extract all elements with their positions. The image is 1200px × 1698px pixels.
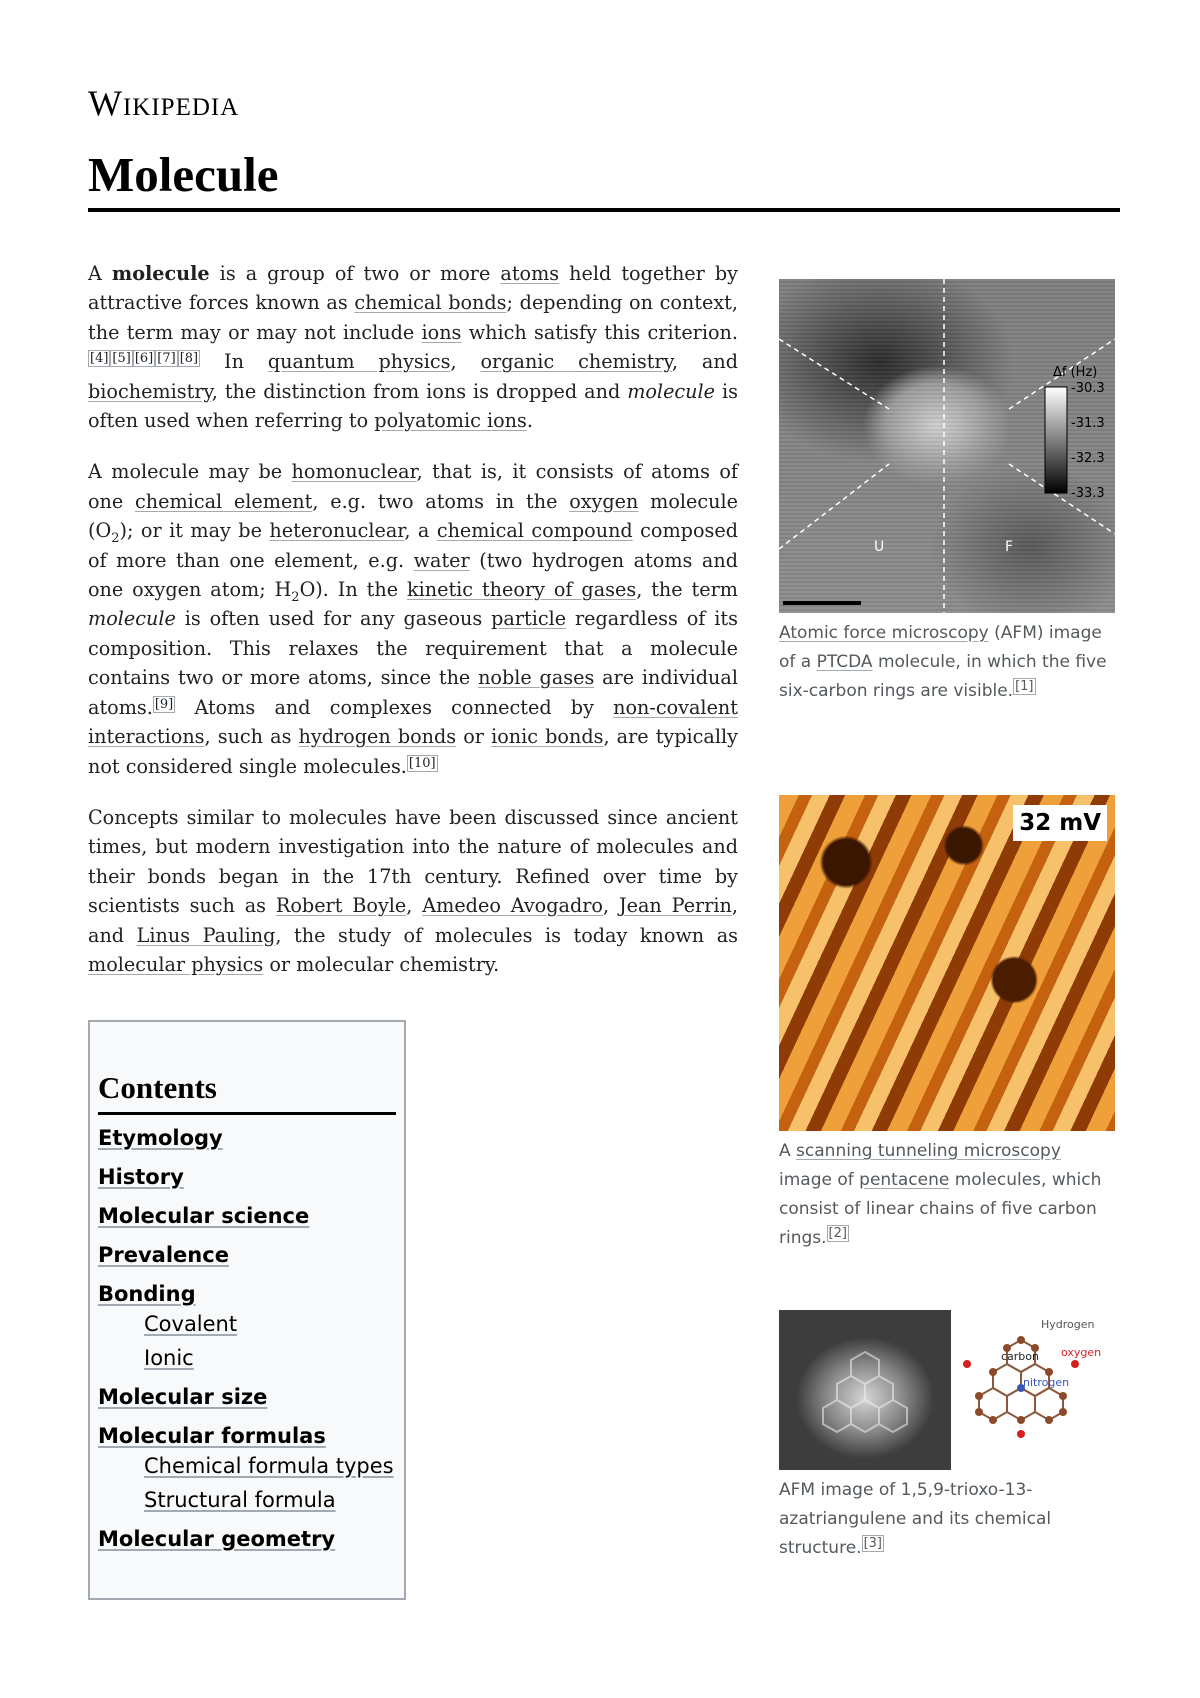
text-run: or	[456, 725, 492, 749]
text-run: A	[88, 262, 112, 285]
text-run: , the term	[636, 578, 738, 602]
text-run: composed of more than one element, e.g.	[88, 519, 738, 572]
link-water[interactable]: water	[413, 548, 470, 572]
legend-oxygen: oxygen	[1061, 1346, 1102, 1359]
page-title: Molecule	[88, 146, 1120, 212]
toc-subitem-covalent	[144, 1311, 396, 1337]
link-hydrogen-bonds[interactable]: hydrogen bonds	[298, 725, 457, 749]
toc-item-molecular-geometry	[98, 1526, 396, 1552]
ring-shape	[879, 1400, 907, 1432]
link-jean-perrin[interactable]: Jean Perrin	[618, 894, 732, 918]
link-atoms[interactable]: atoms	[500, 262, 560, 285]
paragraph-intro	[88, 259, 738, 435]
link-robert-boyle[interactable]: Robert Boyle	[275, 894, 407, 918]
text-run: ,	[450, 350, 481, 374]
text-run: AFM image of 1,5,9-trioxo-13-azatriangulene and its chemical structure.	[779, 1480, 1052, 1558]
text-run: , are typically not considered single molecules.	[88, 725, 738, 778]
colorbar-title: Δf (Hz)	[1053, 365, 1098, 380]
oxygen-atom	[1017, 1430, 1025, 1438]
citations	[862, 1535, 884, 1552]
toc-link[interactable]: Prevalence	[98, 1243, 229, 1267]
citation-10[interactable]: [10]	[408, 755, 436, 771]
text-run: , the distinction from ions is dropped and	[211, 379, 628, 403]
text-run: , a	[404, 519, 437, 543]
figure-caption	[779, 1137, 1115, 1253]
toc-link[interactable]: Molecular size	[98, 1385, 268, 1409]
citations	[88, 350, 200, 367]
colorbar-tick: -32.3	[1071, 451, 1105, 466]
toc-link[interactable]: Covalent	[144, 1312, 238, 1336]
text-run: molecule, in which the five six-carbon rings are visible.	[779, 652, 1107, 701]
bold-term: molecule	[111, 262, 210, 285]
link-noble-gases[interactable]: noble gases	[478, 666, 595, 690]
carbon-atom	[1017, 1336, 1025, 1344]
citations	[407, 755, 438, 772]
link-atomic-force-microscopy[interactable]: Atomic force microscopy	[779, 623, 989, 643]
bond-ring	[979, 1388, 1007, 1420]
afm-image	[779, 1310, 951, 1470]
link-chemical-compound[interactable]: chemical compound	[436, 519, 633, 543]
text-run: is a group of two or more	[209, 262, 501, 285]
legend-carbon: carbon	[1001, 1350, 1039, 1363]
text-run: , and	[88, 894, 739, 947]
oxygen-atom	[1071, 1360, 1079, 1368]
toc-subitem-ionic	[144, 1345, 396, 1371]
carbon-atom	[989, 1416, 997, 1424]
citation-8[interactable]: [8]	[179, 351, 199, 367]
toc-item-molecular-science	[98, 1203, 396, 1229]
stm-pentacene-image[interactable]	[779, 795, 1115, 1131]
text-run: , e.g. two atoms in the	[312, 489, 570, 513]
figure-caption	[779, 619, 1115, 706]
link-ionic-bonds[interactable]: ionic bonds	[491, 725, 604, 749]
toc-link[interactable]: History	[98, 1165, 184, 1189]
link-scanning-tunneling-microscopy[interactable]: scanning tunneling microscopy	[796, 1141, 1061, 1161]
text-run: ,	[602, 894, 619, 918]
toc-link[interactable]: Chemical formula types	[144, 1454, 394, 1478]
citation-3[interactable]: [3]	[863, 1536, 882, 1551]
figure-azatriangulene	[779, 1310, 1115, 1563]
toc-subitem-chemical-formula-types	[144, 1453, 396, 1479]
afm-overlay	[779, 279, 1115, 613]
text-run: held together by attractive forces known as	[88, 262, 738, 315]
carbon-atom	[989, 1368, 997, 1376]
toc-link[interactable]: Etymology	[98, 1126, 223, 1150]
text-run: , such as	[204, 725, 299, 749]
carbon-atom	[1059, 1392, 1067, 1400]
figure-caption	[779, 1476, 1115, 1563]
colorbar	[1045, 387, 1067, 493]
text-run: ,	[406, 894, 423, 918]
text-run: ); or it may be	[119, 519, 270, 543]
toc-item-molecular-size	[98, 1384, 396, 1410]
colorbar-tick: -33.3	[1071, 486, 1105, 501]
text-run: is often used when referring to	[88, 379, 738, 433]
citation-2[interactable]: [2]	[828, 1226, 847, 1241]
stm-voltage-label: 32 mV	[1013, 805, 1107, 841]
link-biochemistry[interactable]: biochemistry	[88, 379, 212, 403]
carbon-atom	[975, 1392, 983, 1400]
paragraph-composition	[88, 457, 738, 780]
toc-link[interactable]: Molecular geometry	[98, 1527, 336, 1551]
bond-ring	[1035, 1388, 1063, 1420]
citation-4[interactable]: [4]	[90, 351, 109, 367]
text-run: Atoms and complexes connected by	[175, 695, 614, 719]
link-molecular-physics[interactable]: molecular physics	[88, 952, 264, 976]
article-body	[88, 259, 738, 1001]
guide-line	[779, 464, 889, 549]
toc-link[interactable]: Molecular formulas	[98, 1424, 326, 1448]
azatriangulene-image[interactable]	[779, 1310, 1115, 1470]
italic-term: molecule	[88, 607, 176, 631]
structure-diagram	[951, 1310, 1115, 1470]
legend-nitrogen: nitrogen	[1023, 1376, 1070, 1389]
toc-item-history	[98, 1164, 396, 1190]
text-run: A molecule may be	[88, 460, 292, 484]
link-chemical-element[interactable]: chemical element	[135, 489, 313, 513]
toc-item-prevalence	[98, 1242, 396, 1268]
toc-link[interactable]: Structural formula	[144, 1488, 336, 1512]
citation-6[interactable]: [6]	[134, 351, 154, 367]
citation-5[interactable]: [5]	[112, 351, 131, 367]
text-run: Concepts similar to molecules have been discussed since ancient times, but modern investigation into the nature of molecules and their bonds began in the 17th century. Refined over time by scientists such as	[88, 805, 738, 918]
figure-afm-ptcda	[779, 279, 1115, 706]
link-non-covalent[interactable]: non-covalent interactions	[88, 695, 738, 749]
italic-term: molecule	[627, 379, 716, 403]
text-run: ; depending on context, the term may or may not include	[88, 291, 738, 344]
carbon-atom	[1045, 1368, 1053, 1376]
toc-link[interactable]: Ionic	[144, 1346, 194, 1370]
text-run: , and	[671, 350, 738, 374]
text-run: (two hydrogen atoms and one oxygen atom; H	[88, 548, 738, 602]
text-run: , the study of molecules is today known as	[275, 923, 738, 947]
text-run: molecules, which consist of linear chains of five carbon rings.	[779, 1170, 1102, 1248]
text-run: are individual atoms.	[88, 666, 738, 719]
citations	[827, 1225, 849, 1242]
toc-sublist	[98, 1453, 396, 1513]
paragraph-history	[88, 803, 738, 979]
text-run: is often used for any gaseous	[175, 607, 492, 631]
toc-list	[98, 1125, 396, 1552]
afm-rings	[779, 1310, 951, 1470]
link-quantum-physics[interactable]: quantum physics	[267, 350, 451, 374]
toc-item-etymology	[98, 1125, 396, 1151]
text-run: (AFM) image of a	[779, 623, 1102, 672]
citations	[153, 696, 175, 713]
link-organic-chemistry[interactable]: organic chemistry	[480, 350, 672, 374]
carbon-atom	[1045, 1416, 1053, 1424]
figure-stm-pentacene	[779, 795, 1115, 1253]
citation-7[interactable]: [7]	[157, 351, 176, 367]
bond-ring	[1007, 1388, 1035, 1420]
region-label-u: U	[874, 539, 885, 555]
ring-shape	[823, 1400, 851, 1432]
link-pentacene[interactable]: pentacene	[859, 1170, 950, 1190]
link-kinetic-theory[interactable]: kinetic theory of gases	[406, 578, 637, 602]
text-run: O). In the	[299, 578, 407, 602]
toc-item-molecular-formulas	[98, 1423, 396, 1513]
colorbar-tick: -30.3	[1071, 381, 1105, 396]
subscript: 2	[111, 531, 120, 547]
link-ptcda[interactable]: PTCDA	[816, 652, 873, 672]
citation-9[interactable]: [9]	[154, 696, 174, 712]
scale-bar	[783, 601, 861, 605]
link-homonuclear[interactable]: homonuclear	[291, 460, 417, 484]
link-oxygen[interactable]: oxygen	[569, 489, 639, 513]
wikipedia-wordmark[interactable]: Wikipedia	[88, 83, 240, 123]
legend-hydrogen: Hydrogen	[1041, 1318, 1095, 1331]
toc-link[interactable]: Molecular science	[98, 1204, 310, 1228]
toc-link[interactable]: Bonding	[98, 1282, 196, 1306]
carbon-atom	[1059, 1408, 1067, 1416]
oxygen-atom	[963, 1360, 971, 1368]
link-linus-pauling[interactable]: Linus Pauling	[136, 923, 276, 947]
ring-shape	[851, 1400, 879, 1432]
text-run: molecule (O	[88, 489, 738, 543]
toc-subitem-structural-formula	[144, 1487, 396, 1513]
link-amedeo-avogadro[interactable]: Amedeo Avogadro	[422, 894, 603, 918]
text-run: which satisfy this criterion.	[461, 320, 738, 344]
guide-line	[779, 339, 889, 409]
citation-1[interactable]: [1]	[1015, 679, 1034, 694]
link-particle[interactable]: particle	[491, 607, 567, 631]
region-label-f: F	[1005, 539, 1014, 555]
text-run: In	[200, 350, 268, 374]
text-run: regardless of its composition. This relaxes the requirement that a molecule contains two or more atoms, since the	[88, 607, 738, 690]
toc-item-bonding	[98, 1281, 396, 1371]
citations	[1013, 678, 1035, 695]
link-ions[interactable]: ions	[421, 320, 462, 344]
chemical-structure	[951, 1310, 1115, 1470]
subscript: 2	[291, 589, 300, 605]
text-run: or molecular chemistry.	[263, 952, 500, 976]
toc-title: Contents	[98, 1068, 396, 1115]
colorbar-tick: -31.3	[1071, 416, 1105, 431]
text-run: .	[526, 409, 533, 433]
link-polyatomic-ions[interactable]: polyatomic ions	[374, 409, 527, 433]
carbon-atom	[1017, 1416, 1025, 1424]
text-run: , that is, it consists of atoms of one	[88, 460, 738, 513]
text-run: A	[779, 1141, 797, 1161]
table-of-contents	[88, 1020, 406, 1600]
link-chemical-bonds[interactable]: chemical bonds	[354, 291, 507, 315]
text-run: image of	[779, 1170, 860, 1190]
afm-ptcda-image[interactable]	[779, 279, 1115, 613]
link-heteronuclear[interactable]: heteronuclear	[269, 519, 405, 543]
toc-sublist	[98, 1311, 396, 1371]
carbon-atom	[975, 1408, 983, 1416]
